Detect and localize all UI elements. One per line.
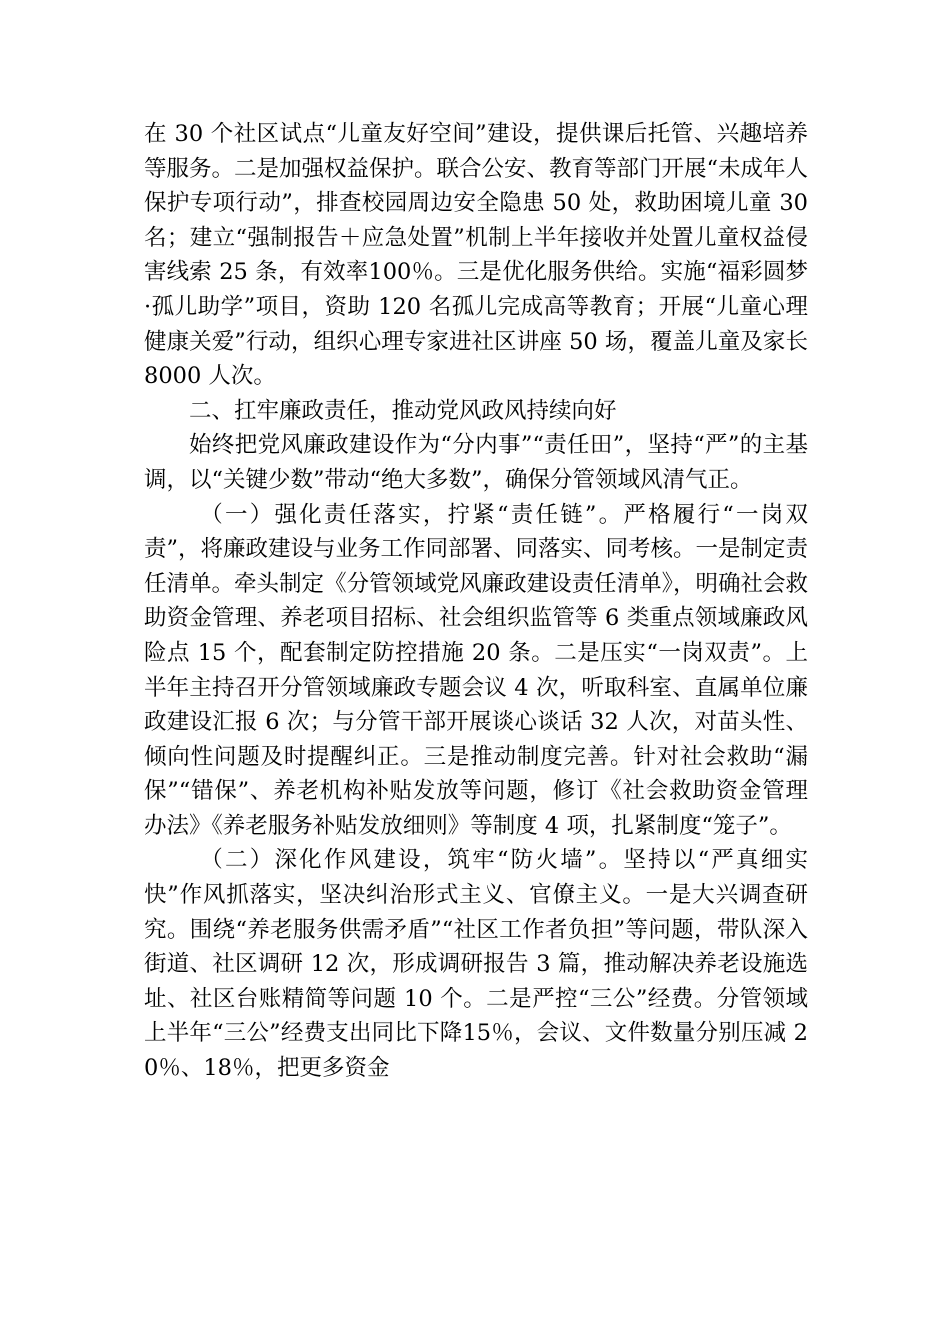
paragraph-integrity-intro: 始终把党风廉政建设作为“分内事”“责任田”，坚持“严”的主基调，以“关键少数”带动“绝大多数”，确保分管领域风清气正。 <box>144 432 808 493</box>
section-heading-integrity: 二、扛牢廉政责任，推动党风政风持续向好 <box>189 397 617 424</box>
document-page <box>144 117 808 1086</box>
paragraph-child-protection: 在 30 个社区试点“儿童友好空间”建设，提供课后托管、兴趣培养等服务。二是加强权益保护。联合公安、教育等部门开展“未成年人保护专项行动”，排查校园周边安全隐患 50 处，救助困境儿童 30 名；建立“强制报告＋应急处置”机制上半年接收并处置儿童权益侵害线索 25 条，有效率100％。三是优化服务供给。实施“福彩圆梦·孤儿助学”项目，资助 120 名孤儿完成高等教育；开展“儿童心理健康关爱”行动，组织心理专家进社区讲座 50 场，覆盖儿童及家长 8000 人次。 <box>144 121 809 390</box>
paragraph-responsibility: （一）强化责任落实，拧紧“责任链”。严格履行“一岗双责”，将廉政建设与业务工作同部署、同落实、同考核。一是制定责任清单。牵头制定《分管领域党风廉政建设责任清单》，明确社会救助资金管理、养老项目招标、社会组织监管等 6 类重点领域廉政风险点 15 个，配套制定防控措施 20 条。二是压实“一岗双责”。上半年主持召开分管领域廉政专题会议 4 次，听取科室、直属单位廉政建设汇报 6 次；与分管干部开展谈心谈话 32 人次，对苗头性、倾向性问题及时提醒纠正。三是推动制度完善。针对社会救助“漏保”“错保”、养老机构补贴发放等问题，修订《社会救助资金管理办法》《养老服务补贴发放细则》等制度 4 项，扎紧制度“笼子”。 <box>144 501 809 839</box>
paragraph-work-style: （二）深化作风建设，筑牢“防火墙”。坚持以“严真细实快”作风抓落实，坚决纠治形式主义、官僚主义。一是大兴调查研究。围绕“养老服务供需矛盾”“社区工作者负担”等问题，带队深入街道、社区调研 12 次，形成调研报告 3 篇，推动解决养老设施选址、社区台账精简等问题 10 个。二是严控“三公”经费。分管领域上半年“三公”经费支出同比下降15％，会议、文件数量分别压减 20％、18％，把更多资金 <box>144 847 808 1082</box>
